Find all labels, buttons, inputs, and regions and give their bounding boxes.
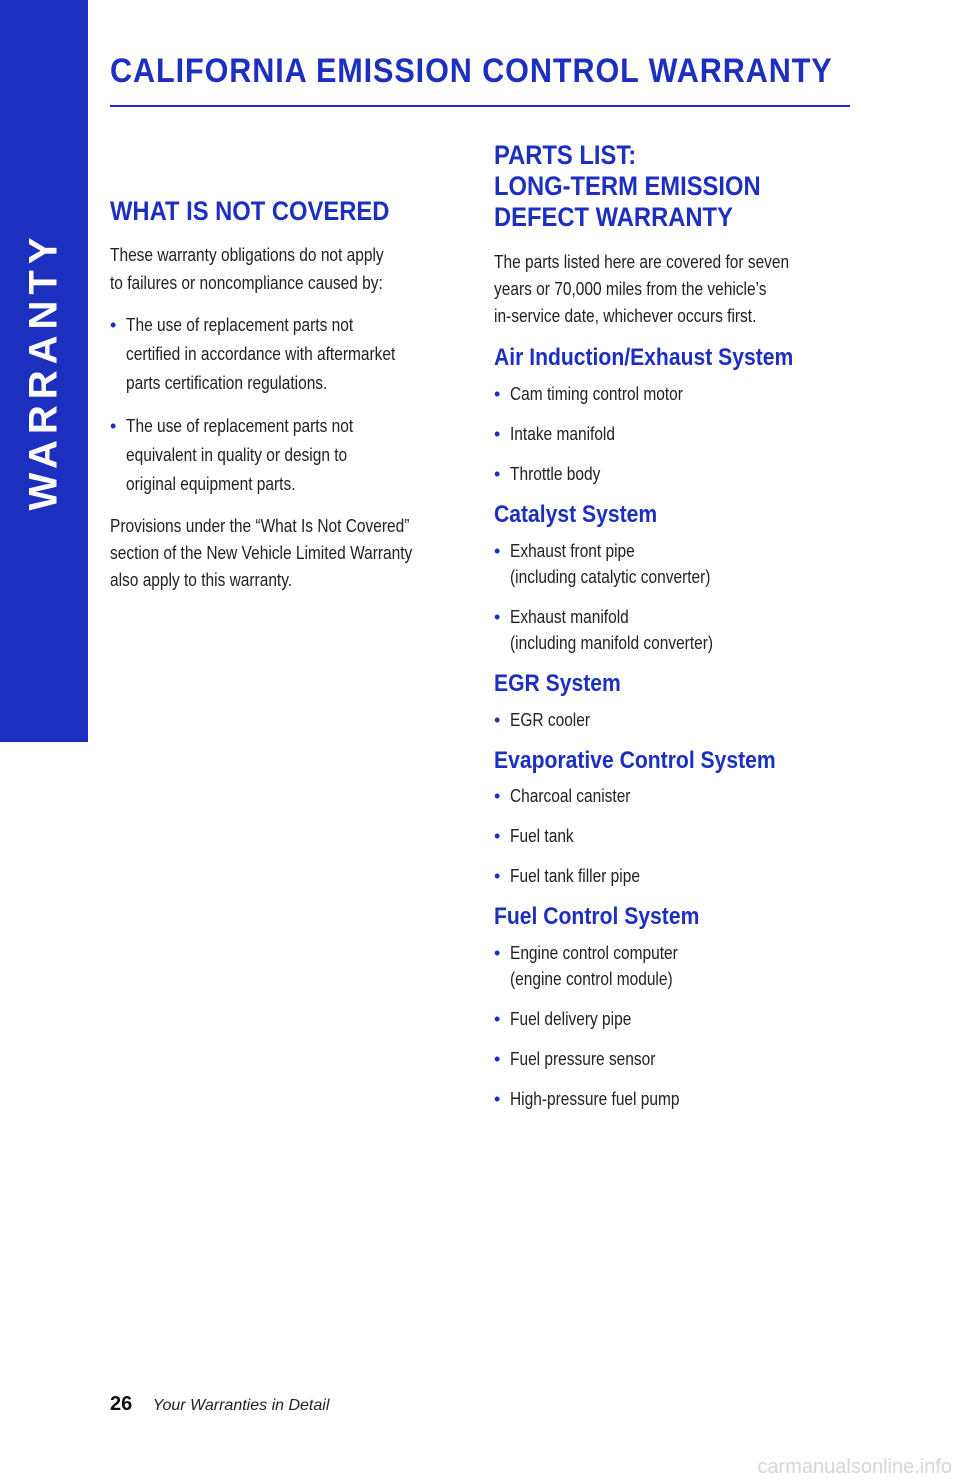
catalyst-section (494, 501, 834, 656)
bullet-icon: • (494, 463, 501, 484)
page-number: 26 (110, 1393, 133, 1415)
bullet-icon: • (494, 826, 501, 847)
list-item-line: Exhaust manifold (510, 606, 629, 627)
heading-line: PARTS LIST: (494, 140, 637, 170)
list-item (494, 823, 834, 849)
section-side-tab (0, 0, 88, 742)
intro-line: years or 70,000 miles from the vehicle’s (494, 279, 767, 300)
page-title: CALIFORNIA EMISSION CONTROL WARRANTY (110, 52, 833, 90)
heading-line: LONG-TERM EMISSION (494, 171, 761, 202)
section-title: Air Induction/Exhaust System (494, 344, 794, 372)
footer-text: Your Warranties in Detail (152, 1397, 330, 1414)
list-item (494, 863, 834, 889)
intro-line: in-service date, whichever occurs first. (494, 306, 757, 327)
bullet-icon: • (494, 383, 501, 404)
bullet-icon: • (494, 540, 501, 561)
list-item-line: Exhaust front pipe (510, 540, 635, 561)
list-item (494, 1086, 834, 1112)
bullet-icon: • (494, 866, 501, 887)
section-title: EGR System (494, 669, 621, 697)
list-item (494, 461, 834, 487)
list-item (494, 604, 834, 656)
provisions-line: section of the New Vehicle Limited Warranty (110, 543, 413, 564)
list-item-line: (engine control module) (510, 969, 673, 990)
section-title: Catalyst System (494, 500, 658, 528)
parts-list (494, 707, 834, 733)
list-item (494, 783, 834, 809)
parts-list-intro (494, 249, 834, 330)
bullet-icon: • (494, 423, 501, 444)
bullet-icon: • (494, 786, 501, 807)
provisions-line: also apply to this warranty. (110, 570, 293, 591)
bullet-icon: • (494, 1049, 501, 1070)
list-item-line: EGR cooler (510, 709, 591, 730)
not-covered-heading: WHAT IS NOT COVERED (110, 196, 390, 226)
bullet-icon: • (494, 709, 501, 730)
intro-line: These warranty obligations do not apply (110, 245, 384, 266)
list-item-line: Fuel pressure sensor (510, 1049, 656, 1070)
list-item-line: parts certification regulations. (126, 373, 328, 394)
list-item-line: equivalent in quality or design to (126, 445, 348, 466)
side-tab-label: WARRANTY (21, 231, 66, 511)
page-footer (110, 1393, 329, 1416)
list-item-line: Intake manifold (510, 423, 615, 444)
bullet-icon: • (110, 416, 117, 437)
list-item-line: Charcoal canister (510, 786, 631, 807)
bullet-icon: • (110, 315, 117, 336)
list-item-line: The use of replacement parts not (126, 416, 354, 437)
parts-list-heading (494, 140, 793, 233)
parts-list (494, 381, 834, 487)
right-column (494, 140, 834, 1126)
egr-section (494, 670, 834, 733)
section-title: Evaporative Control System (494, 746, 776, 774)
left-column (110, 196, 455, 594)
list-item-line: (including manifold converter) (510, 632, 714, 653)
intro-line: The parts listed here are covered for seven (494, 252, 790, 273)
bullet-icon: • (494, 606, 501, 627)
parts-list (494, 538, 834, 656)
not-covered-intro (110, 241, 455, 297)
list-item-line: (including catalytic converter) (510, 566, 711, 587)
list-item (494, 707, 834, 733)
not-covered-list (110, 311, 455, 499)
title-divider (110, 105, 850, 107)
list-item (494, 940, 834, 992)
list-item-line: The use of replacement parts not (126, 315, 354, 336)
list-item-line: original equipment parts. (126, 474, 296, 495)
list-item (494, 538, 834, 590)
parts-list (494, 783, 834, 889)
section-title: Fuel Control System (494, 903, 700, 931)
list-item-line: Throttle body (510, 463, 601, 484)
provisions-line: Provisions under the “What Is Not Covered” (110, 516, 410, 537)
list-item-line: Cam timing control motor (510, 383, 683, 404)
list-item-line: High-pressure fuel pump (510, 1089, 680, 1110)
heading-line: DEFECT WARRANTY (494, 202, 733, 233)
parts-list (494, 940, 834, 1112)
list-item (494, 381, 834, 407)
list-item (110, 412, 455, 499)
intro-line: to failures or noncompliance caused by: (110, 273, 383, 294)
bullet-icon: • (494, 943, 501, 964)
fuel-control-section (494, 903, 834, 1112)
list-item-line: Engine control computer (510, 943, 678, 964)
evaporative-section (494, 747, 834, 890)
list-item (110, 311, 455, 398)
provisions-note (110, 513, 455, 594)
list-item-line: Fuel delivery pipe (510, 1009, 632, 1030)
list-item (494, 421, 834, 447)
list-item-line: Fuel tank filler pipe (510, 866, 640, 887)
list-item (494, 1006, 834, 1032)
list-item-line: Fuel tank (510, 826, 574, 847)
list-item (494, 1046, 834, 1072)
list-item-line: certified in accordance with aftermarket (126, 344, 396, 365)
bullet-icon: • (494, 1089, 501, 1110)
bullet-icon: • (494, 1009, 501, 1030)
air-induction-section (494, 344, 834, 487)
watermark: carmanualsonline.info (757, 1456, 952, 1478)
